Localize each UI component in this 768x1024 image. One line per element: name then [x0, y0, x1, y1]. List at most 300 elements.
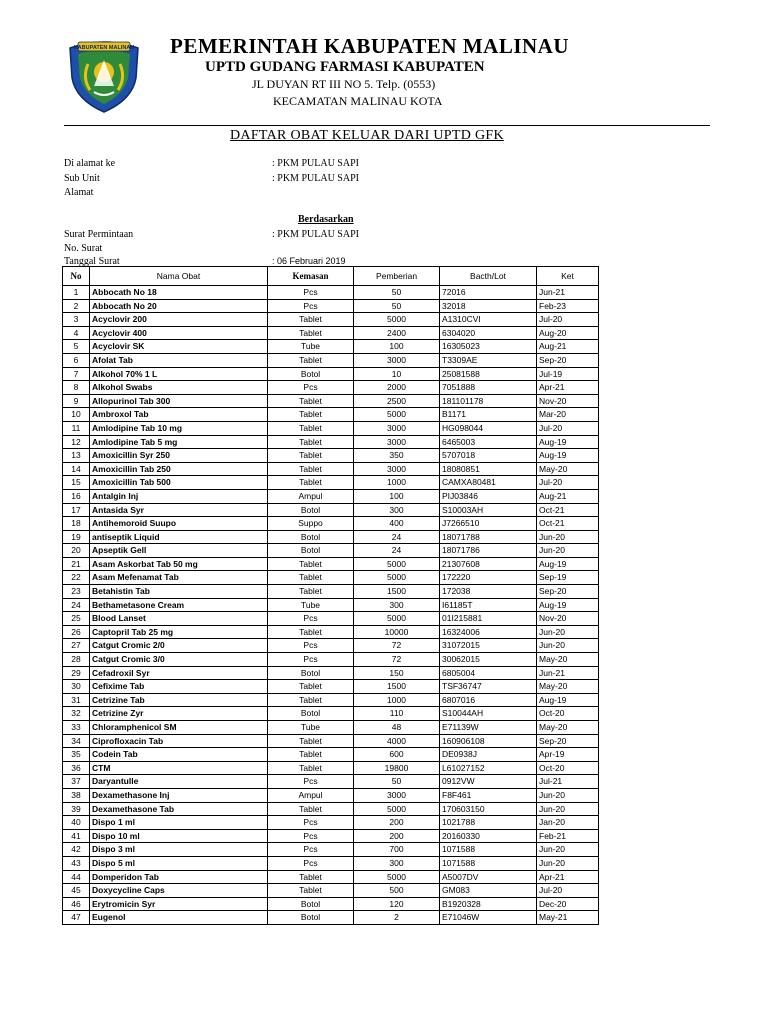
table-row [63, 829, 599, 843]
row-kemasan: Tube [268, 721, 354, 735]
header-address: JL DUYAN RT III NO 5. Telp. (0553) [252, 77, 436, 91]
row-kemasan: Pcs [268, 775, 354, 789]
table-row [63, 734, 599, 748]
row-pemberian: 300 [354, 856, 440, 870]
row-pemberian: 5000 [354, 612, 440, 626]
row-batch-lot: S10003AH [440, 503, 537, 517]
row-ket: Oct-21 [537, 503, 599, 517]
row-batch-lot: A1310CVI [440, 313, 537, 327]
row-pemberian: 10000 [354, 625, 440, 639]
row-pemberian: 24 [354, 530, 440, 544]
row-nama-obat: Ambroxol Tab [90, 408, 268, 422]
header-ket: Ket [537, 267, 599, 286]
row-nama-obat: Antalgin Inj [90, 489, 268, 503]
row-pemberian: 3000 [354, 421, 440, 435]
row-ket: May-20 [537, 462, 599, 476]
row-ket: Jul-20 [537, 313, 599, 327]
row-nama-obat: Abbocath No 18 [90, 286, 268, 300]
table-row [63, 517, 599, 531]
table-row [63, 299, 599, 313]
row-batch-lot: 6807016 [440, 693, 537, 707]
row-no: 45 [63, 884, 90, 898]
row-nama-obat: Allopurinol Tab 300 [90, 394, 268, 408]
row-batch-lot: 181101178 [440, 394, 537, 408]
row-batch-lot: 18071786 [440, 544, 537, 558]
row-kemasan: Tablet [268, 734, 354, 748]
row-batch-lot: 7051888 [440, 381, 537, 395]
row-no: 39 [63, 802, 90, 816]
row-batch-lot: 5707018 [440, 449, 537, 463]
row-kemasan: Botol [268, 503, 354, 517]
table-row [63, 775, 599, 789]
row-nama-obat: Bethametasone Cream [90, 598, 268, 612]
row-nama-obat: Acyclovir SK [90, 340, 268, 354]
row-nama-obat: Amlodipine Tab 5 mg [90, 435, 268, 449]
row-nama-obat: antiseptik Liquid [90, 530, 268, 544]
row-ket: May-20 [537, 680, 599, 694]
row-no: 25 [63, 612, 90, 626]
row-ket: Apr-19 [537, 748, 599, 762]
row-batch-lot: 16305023 [440, 340, 537, 354]
row-nama-obat: Apseptik Gell [90, 544, 268, 558]
row-no: 5 [63, 340, 90, 354]
row-pemberian: 48 [354, 721, 440, 735]
table-row [63, 666, 599, 680]
row-ket: Feb-23 [537, 299, 599, 313]
table-row [63, 693, 599, 707]
row-no: 38 [63, 788, 90, 802]
row-nama-obat: Eugenol [90, 911, 268, 925]
row-ket: Dec-20 [537, 897, 599, 911]
row-nama-obat: Amlodipine Tab 10 mg [90, 421, 268, 435]
row-kemasan: Tablet [268, 680, 354, 694]
row-pemberian: 2400 [354, 326, 440, 340]
row-ket: Sep-20 [537, 734, 599, 748]
row-pemberian: 10 [354, 367, 440, 381]
row-kemasan: Tablet [268, 625, 354, 639]
row-pemberian: 600 [354, 748, 440, 762]
row-pemberian: 1500 [354, 585, 440, 599]
row-ket: Feb-21 [537, 829, 599, 843]
row-pemberian: 350 [354, 449, 440, 463]
row-batch-lot: 25081588 [440, 367, 537, 381]
table-row [63, 598, 599, 612]
table-row [63, 856, 599, 870]
row-ket: May-20 [537, 653, 599, 667]
row-kemasan: Tablet [268, 462, 354, 476]
row-nama-obat: Cefixime Tab [90, 680, 268, 694]
subunit-value: : PKM PULAU SAPI [272, 173, 359, 184]
row-no: 32 [63, 707, 90, 721]
row-batch-lot: 21307608 [440, 557, 537, 571]
row-kemasan: Botol [268, 367, 354, 381]
row-ket: May-21 [537, 911, 599, 925]
row-kemasan: Pcs [268, 816, 354, 830]
table-row [63, 585, 599, 599]
row-ket: Jun-20 [537, 843, 599, 857]
row-kemasan: Pcs [268, 856, 354, 870]
row-batch-lot: B1171 [440, 408, 537, 422]
row-pemberian: 4000 [354, 734, 440, 748]
row-nama-obat: Asam Mefenamat Tab [90, 571, 268, 585]
row-pemberian: 500 [354, 884, 440, 898]
row-pemberian: 50 [354, 299, 440, 313]
row-batch-lot: 1071588 [440, 843, 537, 857]
table-row [63, 748, 599, 762]
row-batch-lot: I61185T [440, 598, 537, 612]
row-kemasan: Tablet [268, 802, 354, 816]
row-kemasan: Pcs [268, 639, 354, 653]
row-batch-lot: 31072015 [440, 639, 537, 653]
alamat-label: Alamat [64, 187, 94, 198]
row-no: 44 [63, 870, 90, 884]
header-no: No [63, 267, 90, 286]
row-no: 14 [63, 462, 90, 476]
row-pemberian: 19800 [354, 761, 440, 775]
row-no: 21 [63, 557, 90, 571]
row-nama-obat: Abbocath No 20 [90, 299, 268, 313]
table-row [63, 911, 599, 925]
row-nama-obat: Amoxicillin Tab 250 [90, 462, 268, 476]
logo-banner-text: KABUPATEN MALINAU [73, 45, 135, 51]
row-kemasan: Botol [268, 897, 354, 911]
row-batch-lot: S10044AH [440, 707, 537, 721]
row-pemberian: 50 [354, 775, 440, 789]
row-kemasan: Ampul [268, 788, 354, 802]
row-kemasan: Tablet [268, 476, 354, 490]
row-kemasan: Botol [268, 666, 354, 680]
row-ket: Aug-21 [537, 489, 599, 503]
row-kemasan: Tablet [268, 884, 354, 898]
tanggal-surat-label: Tanggal Surat [64, 256, 120, 267]
row-batch-lot: 160906108 [440, 734, 537, 748]
row-ket: Jun-20 [537, 530, 599, 544]
row-kemasan: Tablet [268, 693, 354, 707]
row-batch-lot: T3309AE [440, 353, 537, 367]
table-row [63, 367, 599, 381]
row-nama-obat: Dexamethasone Tab [90, 802, 268, 816]
row-no: 28 [63, 653, 90, 667]
row-ket: Jun-20 [537, 625, 599, 639]
row-no: 12 [63, 435, 90, 449]
row-ket: Aug-20 [537, 326, 599, 340]
document-title: DAFTAR OBAT KELUAR DARI UPTD GFK [230, 128, 504, 143]
table-row [63, 612, 599, 626]
row-batch-lot: J7266510 [440, 517, 537, 531]
header-unit-name: UPTD GUDANG FARMASI KABUPATEN [205, 59, 485, 75]
row-nama-obat: Domperidon Tab [90, 870, 268, 884]
row-kemasan: Tablet [268, 748, 354, 762]
row-nama-obat: Catgut Cromic 2/0 [90, 639, 268, 653]
table-row [63, 503, 599, 517]
row-pemberian: 150 [354, 666, 440, 680]
row-kemasan: Botol [268, 707, 354, 721]
dialamat-label: Di alamat ke [64, 158, 116, 169]
row-pemberian: 3000 [354, 462, 440, 476]
row-ket: Jun-20 [537, 802, 599, 816]
row-nama-obat: Antasida Syr [90, 503, 268, 517]
row-kemasan: Pcs [268, 843, 354, 857]
row-ket: Sep-19 [537, 571, 599, 585]
subunit-label: Sub Unit [64, 173, 100, 184]
table-row [63, 394, 599, 408]
table-row [63, 421, 599, 435]
row-batch-lot: PIJ03846 [440, 489, 537, 503]
row-kemasan: Tablet [268, 353, 354, 367]
row-pemberian: 50 [354, 286, 440, 300]
row-batch-lot: 0912VW [440, 775, 537, 789]
row-ket: Aug-19 [537, 449, 599, 463]
row-ket: Jul-20 [537, 884, 599, 898]
table-row [63, 544, 599, 558]
row-pemberian: 200 [354, 816, 440, 830]
row-batch-lot: TSF36747 [440, 680, 537, 694]
row-no: 27 [63, 639, 90, 653]
table-row [63, 680, 599, 694]
row-batch-lot: 6465003 [440, 435, 537, 449]
row-no: 20 [63, 544, 90, 558]
table-row [63, 462, 599, 476]
row-batch-lot: E71139W [440, 721, 537, 735]
table-row [63, 476, 599, 490]
row-no: 2 [63, 299, 90, 313]
row-batch-lot: 01I215881 [440, 612, 537, 626]
table-row [63, 571, 599, 585]
table-row [63, 530, 599, 544]
table-row [63, 639, 599, 653]
row-nama-obat: Cetrizine Zyr [90, 707, 268, 721]
row-no: 24 [63, 598, 90, 612]
table-row [63, 286, 599, 300]
row-ket: Apr-21 [537, 870, 599, 884]
row-nama-obat: Alkohol 70% 1 L [90, 367, 268, 381]
row-no: 34 [63, 734, 90, 748]
berdasarkan-heading: Berdasarkan [298, 214, 354, 225]
row-kemasan: Botol [268, 544, 354, 558]
row-ket: Aug-19 [537, 557, 599, 571]
row-ket: Jul-20 [537, 421, 599, 435]
row-kemasan: Tablet [268, 435, 354, 449]
row-kemasan: Pcs [268, 653, 354, 667]
row-ket: Jun-20 [537, 639, 599, 653]
header-nama-obat: Nama Obat [90, 267, 268, 286]
row-nama-obat: Doxycycline Caps [90, 884, 268, 898]
row-nama-obat: Dispo 3 ml [90, 843, 268, 857]
table-row [63, 707, 599, 721]
row-no: 26 [63, 625, 90, 639]
surat-permintaan-label: Surat Permintaan [64, 229, 134, 240]
row-ket: Jul-19 [537, 367, 599, 381]
medicine-table [62, 266, 599, 925]
row-nama-obat: Cefadroxil Syr [90, 666, 268, 680]
row-batch-lot: 6304020 [440, 326, 537, 340]
table-row [63, 381, 599, 395]
no-surat-label: No. Surat [64, 243, 103, 254]
row-pemberian: 2 [354, 911, 440, 925]
row-no: 10 [63, 408, 90, 422]
row-nama-obat: Acyclovir 200 [90, 313, 268, 327]
row-kemasan: Tablet [268, 557, 354, 571]
row-kemasan: Ampul [268, 489, 354, 503]
row-ket: Aug-21 [537, 340, 599, 354]
row-no: 22 [63, 571, 90, 585]
row-ket: Jun-20 [537, 856, 599, 870]
table-row [63, 788, 599, 802]
row-ket: Oct-21 [537, 517, 599, 531]
row-nama-obat: Dexamethasone Inj [90, 788, 268, 802]
row-no: 46 [63, 897, 90, 911]
row-batch-lot: B1920328 [440, 897, 537, 911]
table-row [63, 802, 599, 816]
table-row [63, 761, 599, 775]
row-ket: Jun-20 [537, 544, 599, 558]
row-kemasan: Tablet [268, 585, 354, 599]
row-pemberian: 72 [354, 639, 440, 653]
row-batch-lot: 170603150 [440, 802, 537, 816]
row-ket: Nov-20 [537, 394, 599, 408]
row-no: 35 [63, 748, 90, 762]
row-no: 43 [63, 856, 90, 870]
row-nama-obat: Chloramphenicol SM [90, 721, 268, 735]
row-ket: Oct-20 [537, 761, 599, 775]
table-row [63, 653, 599, 667]
row-pemberian: 1000 [354, 693, 440, 707]
row-no: 37 [63, 775, 90, 789]
row-kemasan: Suppo [268, 517, 354, 531]
row-kemasan: Botol [268, 530, 354, 544]
row-pemberian: 5000 [354, 557, 440, 571]
row-pemberian: 110 [354, 707, 440, 721]
row-batch-lot: 172220 [440, 571, 537, 585]
table-row [63, 449, 599, 463]
row-no: 11 [63, 421, 90, 435]
row-no: 6 [63, 353, 90, 367]
row-pemberian: 300 [354, 503, 440, 517]
row-nama-obat: Amoxicillin Syr 250 [90, 449, 268, 463]
row-nama-obat: Erytromicin Syr [90, 897, 268, 911]
row-kemasan: Tablet [268, 394, 354, 408]
row-kemasan: Pcs [268, 299, 354, 313]
row-ket: Jan-20 [537, 816, 599, 830]
table-row [63, 897, 599, 911]
row-nama-obat: Afolat Tab [90, 353, 268, 367]
row-ket: Jul-20 [537, 476, 599, 490]
row-kemasan: Tube [268, 340, 354, 354]
row-kemasan: Tablet [268, 761, 354, 775]
header-batch-lot: Bacth/Lot [440, 267, 537, 286]
row-batch-lot: 20160330 [440, 829, 537, 843]
row-nama-obat: CTM [90, 761, 268, 775]
row-ket: Jun-21 [537, 286, 599, 300]
row-ket: Aug-19 [537, 693, 599, 707]
row-nama-obat: Dispo 1 ml [90, 816, 268, 830]
row-batch-lot: 18080851 [440, 462, 537, 476]
row-kemasan: Tablet [268, 326, 354, 340]
row-kemasan: Botol [268, 911, 354, 925]
row-kemasan: Tablet [268, 313, 354, 327]
row-nama-obat: Captopril Tab 25 mg [90, 625, 268, 639]
row-batch-lot: L61027152 [440, 761, 537, 775]
row-ket: Mar-20 [537, 408, 599, 422]
row-batch-lot: E71046W [440, 911, 537, 925]
row-ket: May-20 [537, 721, 599, 735]
row-ket: Sep-20 [537, 585, 599, 599]
row-pemberian: 3000 [354, 435, 440, 449]
row-batch-lot: 16324006 [440, 625, 537, 639]
row-no: 16 [63, 489, 90, 503]
row-no: 41 [63, 829, 90, 843]
table-row [63, 353, 599, 367]
row-pemberian: 24 [354, 544, 440, 558]
row-batch-lot: CAMXA80481 [440, 476, 537, 490]
row-ket: Sep-20 [537, 353, 599, 367]
row-ket: Aug-19 [537, 435, 599, 449]
row-no: 23 [63, 585, 90, 599]
row-batch-lot: HG098044 [440, 421, 537, 435]
row-pemberian: 2000 [354, 381, 440, 395]
row-batch-lot: 32018 [440, 299, 537, 313]
table-row [63, 408, 599, 422]
table-row [63, 326, 599, 340]
row-no: 30 [63, 680, 90, 694]
tanggal-surat-value: : 06 Februari 2019 [272, 256, 346, 266]
row-batch-lot: A5007DV [440, 870, 537, 884]
table-row [63, 340, 599, 354]
row-kemasan: Pcs [268, 381, 354, 395]
table-row [63, 557, 599, 571]
header-government-name: PEMERINTAH KABUPATEN MALINAU [170, 34, 570, 58]
table-row [63, 313, 599, 327]
regency-emblem-logo [64, 34, 144, 114]
row-batch-lot: 18071788 [440, 530, 537, 544]
row-nama-obat: Codein Tab [90, 748, 268, 762]
row-no: 18 [63, 517, 90, 531]
row-no: 29 [63, 666, 90, 680]
table-row [63, 625, 599, 639]
row-nama-obat: Cetrizine Tab [90, 693, 268, 707]
row-pemberian: 3000 [354, 788, 440, 802]
header-pemberian: Pemberian [354, 267, 440, 286]
row-kemasan: Tablet [268, 408, 354, 422]
row-pemberian: 100 [354, 340, 440, 354]
row-ket: Jun-20 [537, 788, 599, 802]
row-no: 8 [63, 381, 90, 395]
row-no: 13 [63, 449, 90, 463]
row-kemasan: Tablet [268, 449, 354, 463]
row-batch-lot: 72016 [440, 286, 537, 300]
row-nama-obat: Acyclovir 400 [90, 326, 268, 340]
row-nama-obat: Dispo 10 ml [90, 829, 268, 843]
row-no: 9 [63, 394, 90, 408]
row-ket: Apr-21 [537, 381, 599, 395]
row-nama-obat: Blood Lanset [90, 612, 268, 626]
row-no: 47 [63, 911, 90, 925]
row-kemasan: Pcs [268, 612, 354, 626]
row-nama-obat: Dispo 5 ml [90, 856, 268, 870]
row-ket: Jul-21 [537, 775, 599, 789]
row-pemberian: 5000 [354, 313, 440, 327]
row-nama-obat: Betahistin Tab [90, 585, 268, 599]
row-pemberian: 1000 [354, 476, 440, 490]
row-no: 17 [63, 503, 90, 517]
row-batch-lot: DE0938J [440, 748, 537, 762]
header-kemasan: Kemasan [268, 267, 354, 286]
row-pemberian: 400 [354, 517, 440, 531]
table-header-row [63, 267, 599, 286]
header-district: KECAMATAN MALINAU KOTA [273, 94, 443, 108]
row-pemberian: 200 [354, 829, 440, 843]
row-no: 1 [63, 286, 90, 300]
